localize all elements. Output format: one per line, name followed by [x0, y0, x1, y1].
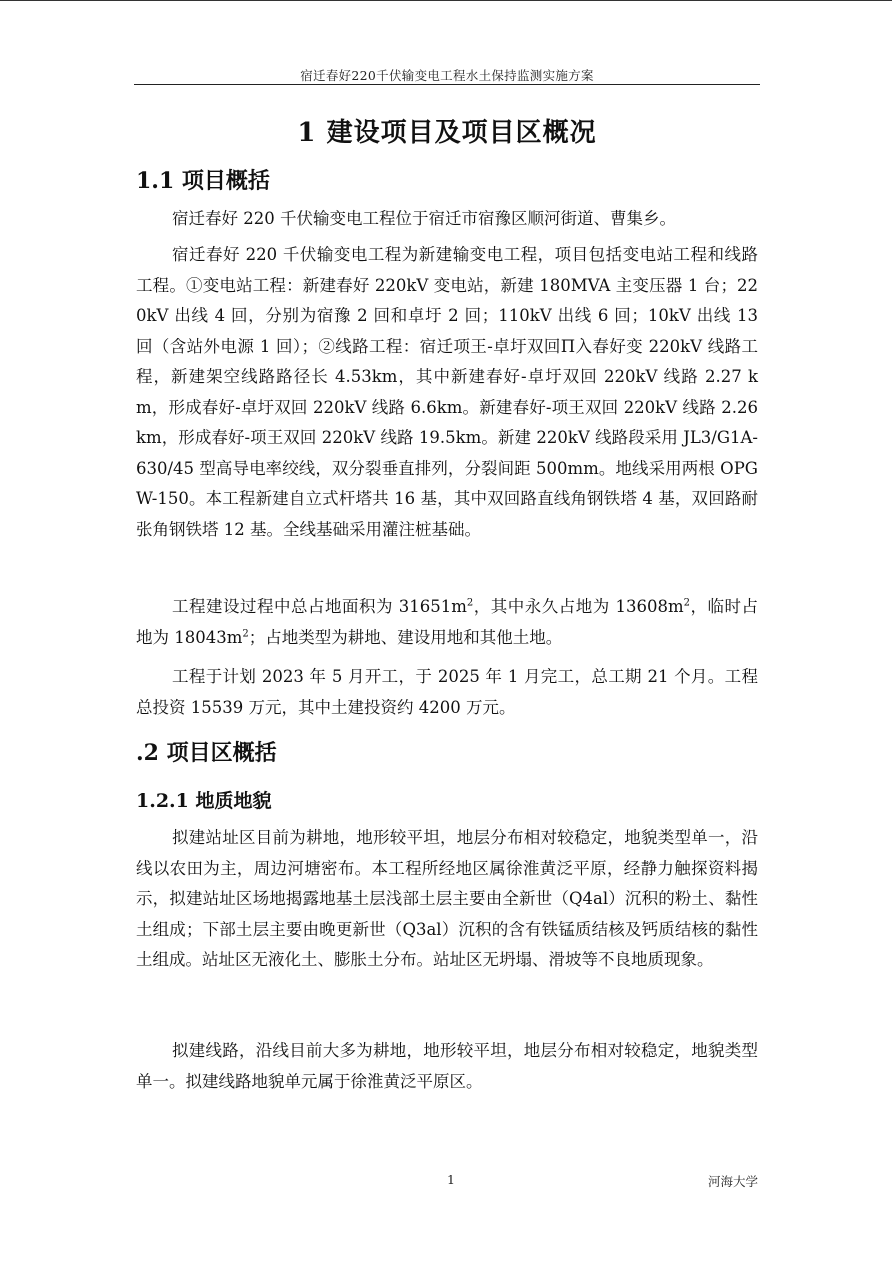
paragraph-site-geology: 拟建站址区目前为耕地，地形较平坦，地层分布相对较稳定，地貌类型单一，沿线以农田为主，周边河塘密布。本工程所经地区属徐淮黄泛平原，经静力触探资料揭示，拟建站址区场地揭露地基土层浅部土层主要由全新世（Q4al）沉积的粉土、黏性土组成；下部土层主要由晚更新世（Q3al）沉积的含有铁锰质结核及钙质结核的黏性土组成。站址区无液化土、膨胀土分布。站址区无坍塌、滑坡等不良地质现象。: [136, 828, 758, 969]
footer-organization: 河海大学: [707, 1174, 758, 1189]
page-top-border: [0, 0, 892, 1]
paragraph-schedule-investment: 工程于计划 2023 年 5 月开工，于 2025 年 1 月完工，总工期 21 个月。工程总投资 15539 万元，其中土建投资约 4200 万元。: [136, 667, 758, 717]
land-text-total: 工程建设过程中总占地面积为 31651m: [172, 597, 467, 616]
section-heading-1-1: 1.1 项目概括: [136, 168, 270, 194]
paragraph-land-occupation: [136, 592, 758, 653]
paragraph-location: 宿迁春好 220 千伏输变电工程位于宿迁市宿豫区顺河街道、曹集乡。: [172, 209, 676, 228]
header-rule: [134, 84, 760, 85]
superscript: 2: [242, 628, 249, 639]
land-text-types: ；占地类型为耕地、建设用地和其他土地。: [248, 627, 563, 647]
paragraph-project-scope: 宿迁春好 220 千伏输变电工程为新建输变电工程，项目包括变电站工程和线路工程。①变电站工程：新建春好 220kV 变电站，新建 180MVA 主变压器 1 台；220kV 出线 4 回，分别为宿豫 2 回和卓圩 2 回；110kV 出线 6 回；10kV 出线 13 回（含站外电源 1 回）；②线路工程：宿迁项王-卓圩双回Π入春好变 220kV 线路工程，新建架空线路路径长 4.53km，其中新建春好-卓圩双回 220kV 线路 2.27 km，形成春好-卓圩双回 220kV 线路 6.6km。新建春好-项王双回 220kV 线路 2.26km，形成春好-项王双回 220kV 线路 19.5km。新建 220kV 线路段采用 JL3/G1A-630/45 型高导电率绞线，双分裂垂直排列，分裂间距 500mm。地线采用两根 OPGW-150。本工程新建自立式杆塔共 16 基，其中双回路直线角钢铁塔 4 基，双回路耐张角钢铁塔 12 基。全线基础采用灌注桩基础。: [136, 245, 758, 539]
paragraph-line-geology: 拟建线路，沿线目前大多为耕地，地形较平坦，地层分布相对较稳定，地貌类型单一。拟建线路地貌单元属于徐淮黄泛平原区。: [136, 1041, 758, 1091]
chapter-title: 1 建设项目及项目区概况: [297, 118, 597, 148]
section-heading-1-2: .2 项目区概括: [136, 740, 277, 766]
superscript: 2: [683, 597, 690, 609]
running-header: 宿迁春好220千伏输变电工程水土保持监测实施方案: [300, 68, 594, 83]
land-text-temporary: ，临时占地为 18043m: [136, 597, 758, 647]
superscript: 2: [466, 597, 474, 609]
section-heading-1-2-1: 1.2.1 地质地貌: [136, 790, 272, 812]
page-number: 1: [447, 1172, 455, 1187]
land-text-permanent: ，其中永久占地为 13608m: [473, 597, 684, 616]
